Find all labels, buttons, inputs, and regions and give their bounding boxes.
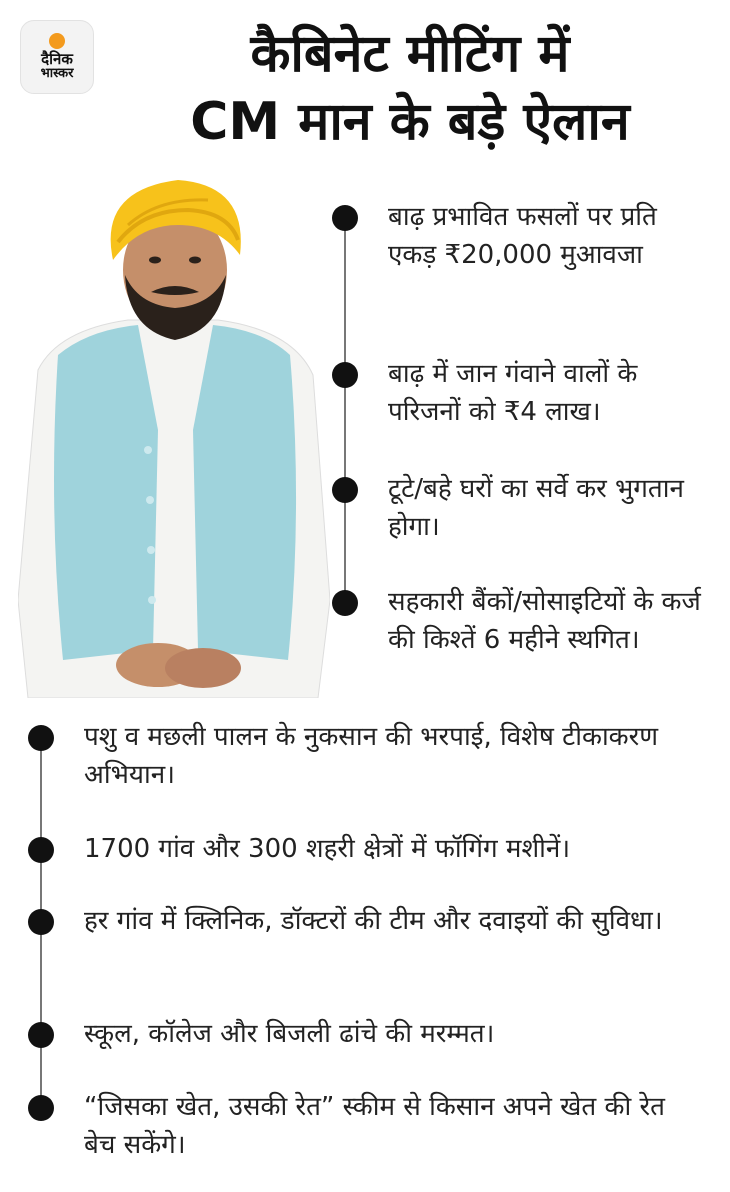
bullet-dot [28, 1095, 54, 1121]
timeline-top-line [344, 218, 346, 598]
logo-sun-icon [49, 33, 65, 49]
logo-line1: दैनिक [41, 50, 73, 68]
list-item: बाढ़ में जान गंवाने वालों के परिजनों को ₹4 लाख। [388, 359, 638, 427]
list-item: “जिसका खेत, उसकी रेत” स्कीम से किसान अपने खेत की रेत बेच सकेंगे। [84, 1092, 665, 1160]
list-item: हर गांव में क्लिनिक, डॉक्टरों की टीम और दवाइयों की सुविधा। [84, 906, 663, 936]
bullet-dot [332, 477, 358, 503]
bullet-dot [28, 837, 54, 863]
list-item: टूटे/बहे घरों का सर्वे कर भुगतान होगा। [388, 474, 684, 542]
bullet-dot [332, 362, 358, 388]
bullet-dot [28, 909, 54, 935]
list-item: 1700 गांव और 300 शहरी क्षेत्रों में फॉगिंग मशीनें। [84, 834, 571, 864]
title-line1: कैबिनेट मीटिंग में [250, 24, 570, 84]
list-item: पशु व मछली पालन के नुकसान की भरपाई, विशेष टीकाकरण अभियान। [84, 722, 659, 790]
page-title [90, 20, 730, 156]
cm-portrait-illustration [18, 180, 330, 698]
bullet-dot [28, 1022, 54, 1048]
list-item: स्कूल, कॉलेज और बिजली ढांचे की मरम्मत। [84, 1019, 495, 1049]
bullet-dot [28, 725, 54, 751]
bullet-dot [332, 590, 358, 616]
dainik-bhaskar-logo [20, 20, 94, 94]
bullet-dot [332, 205, 358, 231]
list-item: बाढ़ प्रभावित फसलों पर प्रति एकड़ ₹20,000 मुआवजा [388, 202, 657, 270]
title-line2: CM मान के बड़े ऐलान [190, 92, 630, 152]
logo-line2: भास्कर [40, 66, 74, 81]
list-item: सहकारी बैंकों/सोसाइटियों के कर्ज की किश्तें 6 महीने स्थगित। [388, 587, 701, 655]
